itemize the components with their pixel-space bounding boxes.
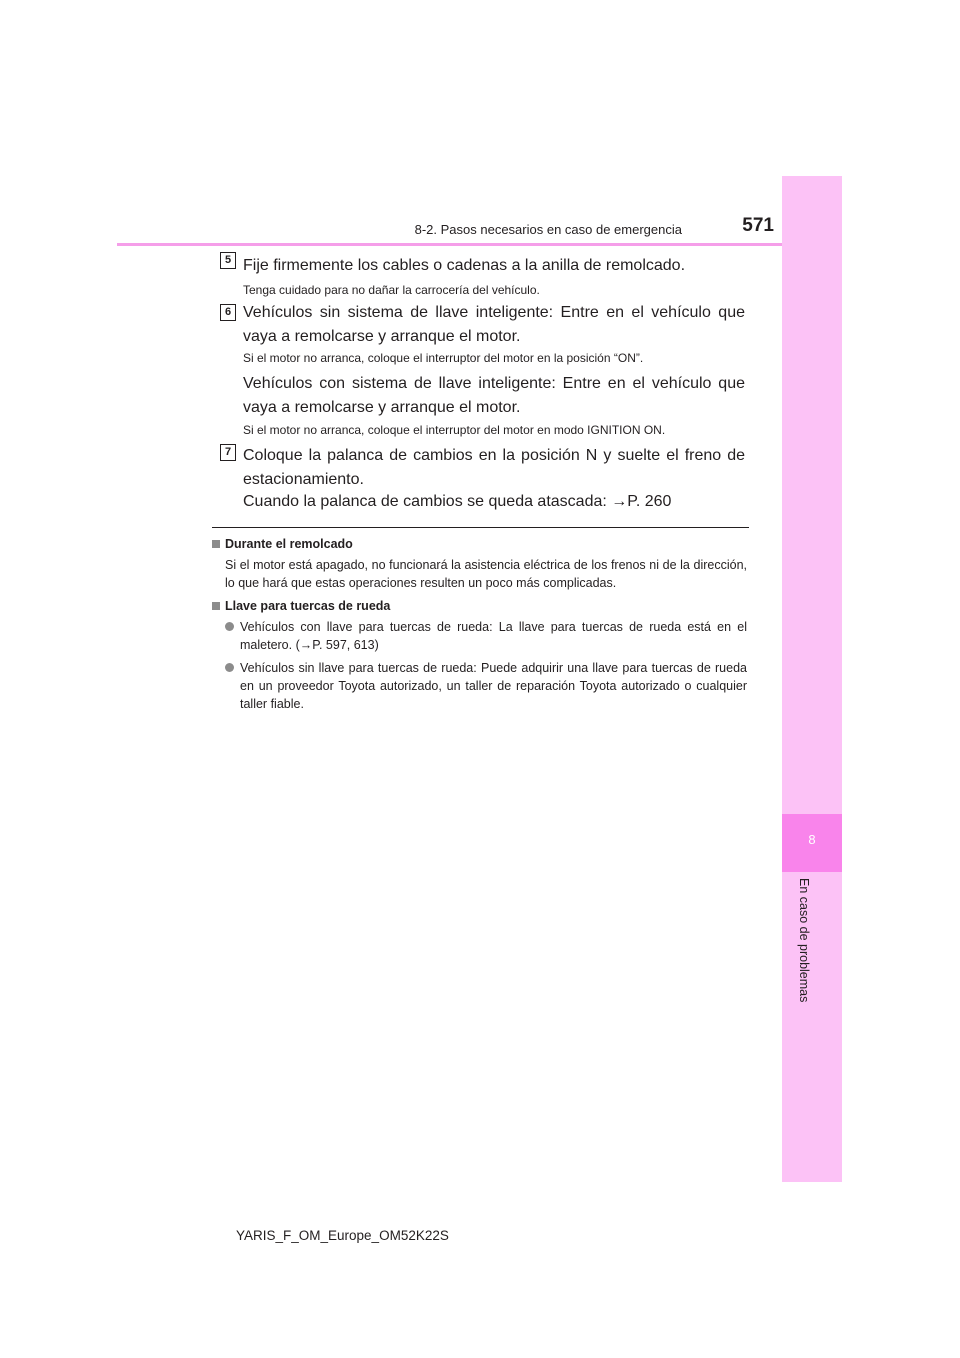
square-bullet-icon: [212, 602, 220, 610]
step-number-badge: 6: [220, 304, 236, 321]
header-rule: [117, 243, 782, 246]
chapter-title-text: En caso de problemas: [797, 878, 811, 1003]
step-7-reference: Cuando la palanca de cambios se queda atascada: →P. 260: [243, 493, 672, 510]
step-number-badge: 7: [220, 444, 236, 461]
step-6-text: Vehículos sin sistema de llave inteligente: Entre en el vehículo que vaya a remolcarse y arranque el motor.: [243, 304, 745, 345]
chapter-number: 8: [808, 832, 816, 847]
bullet-item: Vehículos con llave para tuercas de rueda: La llave para tuercas de rueda está en el maletero. (→P. 597, 613): [240, 620, 747, 652]
round-bullet-icon: [225, 663, 234, 672]
note-paragraph: Si el motor está apagado, no funcionará la asistencia eléctrica de los frenos ni de la dirección, lo que hará que estas operaciones resulten un poco más complicadas.: [225, 558, 747, 590]
note-heading: Llave para tuercas de rueda: [225, 599, 391, 613]
step-7-text: Coloque la palanca de cambios en la posición N y suelte el freno de estacionamiento.: [243, 447, 745, 488]
page-number: 571: [742, 215, 774, 236]
document-id: YARIS_F_OM_Europe_OM52K22S: [236, 1228, 449, 1243]
chapter-title: [767, 878, 827, 1008]
step-6-note: Si el motor no arranca, coloque el interruptor del motor en la posición “ON”.: [243, 351, 644, 365]
step-number-badge: 5: [220, 252, 236, 269]
round-bullet-icon: [225, 622, 234, 631]
step-5-note: Tenga cuidado para no dañar la carrocería del vehículo.: [243, 283, 540, 297]
section-divider: [212, 527, 749, 528]
note-heading: Durante el remolcado: [225, 537, 353, 551]
square-bullet-icon: [212, 540, 220, 548]
step-6-note-alt: Si el motor no arranca, coloque el interruptor del motor en modo IGNITION ON.: [243, 423, 666, 437]
section-title: 8-2. Pasos necesarios en caso de emergencia: [414, 222, 682, 237]
bullet-item: Vehículos sin llave para tuercas de rueda: Puede adquirir una llave para tuercas de rueda en un proveedor Toyota autorizado, un taller de reparación Toyota autorizado o cualquier taller fiable.: [240, 661, 747, 711]
step-6-text-alt: Vehículos con sistema de llave inteligente: Entre en el vehículo que vaya a remolcarse y arranque el motor.: [243, 375, 745, 416]
step-5-text: Fije firmemente los cables o cadenas a la anilla de remolcado.: [243, 257, 686, 274]
chapter-side-strip: [782, 176, 842, 1182]
